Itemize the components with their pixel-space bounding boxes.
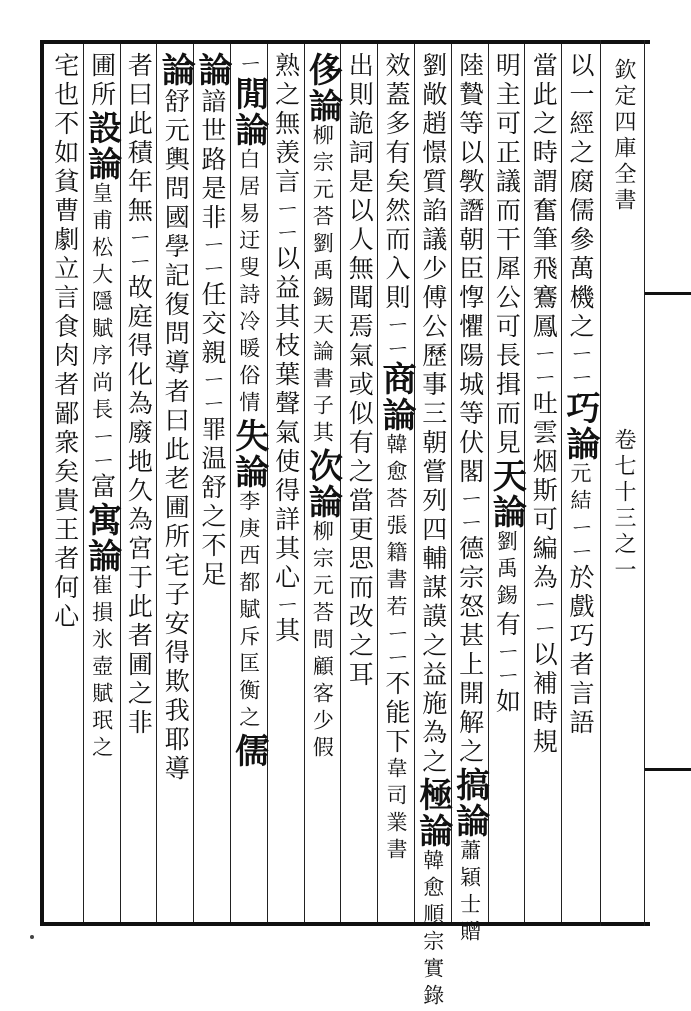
text-segment: 斯可編為 xyxy=(529,477,559,593)
text-segment: 不如貧曹劇立言食肉者鄙 xyxy=(50,110,80,429)
source-note: 韓愈順宗實錄 xyxy=(420,849,445,1011)
text-column xyxy=(47,52,82,918)
entry-heading: 侈論 xyxy=(302,52,343,124)
band-rule-right xyxy=(644,40,645,926)
text-column xyxy=(121,52,156,918)
text-segment: ㄧㄧ xyxy=(381,622,411,670)
text-segment: ㄧㄧ xyxy=(381,313,411,361)
text-column xyxy=(228,52,269,918)
text-segment: 聲氣使得詳其心 xyxy=(271,390,301,593)
text-segment: 以益其枝葉 xyxy=(271,245,301,390)
source-note: 皇甫松大隱賦序尚長 xyxy=(89,182,114,425)
text-segment: 罪温舒之不足 xyxy=(197,416,227,590)
text-column xyxy=(486,52,527,918)
entry-heading: 商論 xyxy=(375,361,416,433)
text-segment: 衆矣貴王者何心 xyxy=(50,429,80,632)
text-segment: 效蓋多有矣然而入則 xyxy=(381,52,411,313)
entry-heading: 儒 xyxy=(228,733,269,769)
text-segment: 氣或似有之當更思而改之耳 xyxy=(345,342,375,690)
source-note: 劉禹錫 xyxy=(494,530,519,611)
source-note: 李庚西都賦斥匡衡之 xyxy=(236,490,261,733)
source-note: 崔損氷壺賦珉之 xyxy=(89,574,114,763)
text-segment: ㄧㄧ xyxy=(197,368,227,416)
band-rule-left xyxy=(600,40,601,926)
text-segment: 舒元輿問國學記復問導者曰此老圃所宅子安得欺我耶導 xyxy=(161,88,191,784)
text-segment: 圃所 xyxy=(87,52,117,110)
juan-label: 卷七十三之一 xyxy=(611,428,636,584)
text-segment: 不能下 xyxy=(381,670,411,757)
entry-heading: 設論 xyxy=(81,110,122,182)
margin-band xyxy=(600,40,691,926)
speck xyxy=(30,935,34,939)
source-note: 韋司業書 xyxy=(383,757,408,865)
text-column xyxy=(302,52,343,918)
source-note: 柳宗元荅劉禹錫天論書子其 xyxy=(310,124,335,448)
text-column xyxy=(375,52,416,918)
text-column xyxy=(81,52,122,918)
entry-heading: 寓論 xyxy=(81,502,122,574)
text-segment: ㄧㄧ xyxy=(529,342,559,390)
text-segment: 有 xyxy=(492,611,522,640)
text-segment: 以補時規 xyxy=(529,641,559,757)
text-segment: 其 xyxy=(271,617,301,646)
text-segment: 熟之無羡言 xyxy=(271,52,301,197)
text-column xyxy=(559,52,600,918)
text-segment: 者曰此積年無 xyxy=(124,52,154,226)
fishtail-mark-top xyxy=(645,292,691,295)
text-column xyxy=(155,52,196,918)
fishtail-mark-bottom xyxy=(645,768,691,771)
text-segment: ㄧ xyxy=(234,52,264,76)
entry-heading: 論 xyxy=(155,52,196,88)
text-column xyxy=(525,52,560,918)
text-segment: 出則詭詞是以人無聞焉 xyxy=(345,52,375,342)
source-note: 韓愈荅張籍書若 xyxy=(383,433,408,622)
source-note: 柳宗元荅問顧客少假 xyxy=(310,520,335,763)
entry-heading: 次論 xyxy=(302,448,343,520)
text-column xyxy=(412,52,453,1011)
text-segment: 劉敞趙憬質諂議少傅公歷事三朝嘗列四輔謀謨之益施為之 xyxy=(418,52,448,777)
text-column xyxy=(449,52,490,947)
text-segment: 以一經之腐儒 xyxy=(565,52,595,226)
entry-heading: 極論 xyxy=(412,777,453,849)
text-segment: 宅也 xyxy=(50,52,80,110)
text-segment: ㄧㄧ xyxy=(271,197,301,245)
text-segment: 富 xyxy=(87,473,117,502)
text-column xyxy=(341,52,376,918)
text-segment: 陸贄等以斆譖朝臣惸懼陽城等伏閣 xyxy=(455,52,485,487)
text-column xyxy=(268,52,303,918)
text-segment: ㄧㄧ xyxy=(197,233,227,281)
text-segment: 吐雲烟 xyxy=(529,390,559,477)
text-segment: ㄧㄧ xyxy=(492,640,522,688)
entry-heading: 閒論 xyxy=(228,76,269,148)
entry-heading: 失論 xyxy=(228,418,269,490)
entry-heading: 巧論 xyxy=(559,390,600,462)
text-segment: 任交親 xyxy=(197,281,227,368)
text-segment: 諳世路是非 xyxy=(197,88,227,233)
source-note: 白居易迂叟詩冷暖俗情 xyxy=(236,148,261,418)
book-title: 欽定四庫全書 xyxy=(611,58,636,214)
entry-heading: 搞論 xyxy=(449,767,490,839)
text-segment: ㄧㄧ xyxy=(124,226,154,274)
text-segment: ㄧ xyxy=(271,593,301,617)
text-segment: 參萬機之 xyxy=(565,226,595,342)
text-segment: 於戲巧者言語 xyxy=(565,564,595,738)
text-segment: 故庭得化為廢地久為宮于此者圃之非 xyxy=(124,274,154,738)
text-segment: 當此之時謂奮筆飛鶱鳳 xyxy=(529,52,559,342)
source-note: 蕭穎士贈 xyxy=(457,839,482,947)
text-segment: 德宗怒甚上開解之 xyxy=(455,535,485,767)
source-note: 元結 xyxy=(567,462,592,516)
text-segment: ㄧㄧ xyxy=(565,342,595,390)
text-segment: ㄧㄧ xyxy=(87,425,117,473)
text-segment: 明主可正議而干犀公可長揖而見 xyxy=(492,52,522,458)
text-segment: ㄧㄧ xyxy=(529,593,559,641)
entry-heading: 天論 xyxy=(486,458,527,530)
text-segment: 如 xyxy=(492,688,522,717)
entry-heading: 論 xyxy=(191,52,232,88)
text-segment: ㄧㄧ xyxy=(455,487,485,535)
text-segment: ㄧㄧ xyxy=(565,516,595,564)
text-column xyxy=(191,52,232,918)
